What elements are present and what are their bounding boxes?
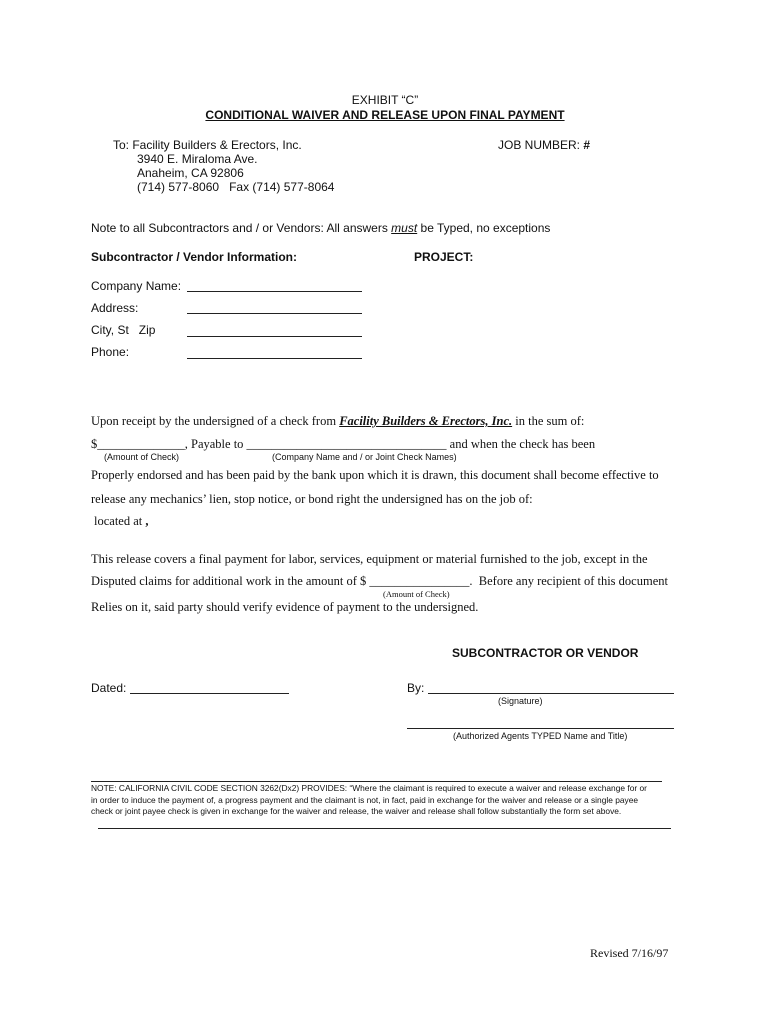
footnote-line-3: check or joint payee check is given in exchange for the waiver and release, the waiver and release shall follow substantially the form set above. (91, 806, 622, 816)
footnote-divider-bottom (98, 828, 671, 829)
relies-line: Relies on it, said party should verify evidence of payment to the undersigned. (91, 600, 479, 614)
signature-field[interactable] (428, 693, 674, 694)
release-line: release any mechanics’ lien, stop notice, or bond right the undersigned has on the job of: (91, 492, 533, 506)
revised-date: Revised 7/16/97 (590, 946, 669, 960)
address-field[interactable] (187, 313, 362, 314)
note-text-before: Note to all Subcontractors and / or Vendors: All answers (91, 221, 392, 235)
footnote-line-2: in order to induce the payment of, a progress payment and the claimant is not, in fact, paid in exchange for the waiver and release or a single payee (91, 795, 639, 805)
dated-field[interactable] (130, 693, 289, 694)
payee-caption: (Company Name and / or Joint Check Names) (272, 452, 457, 462)
city-st-zip-field[interactable] (187, 336, 362, 337)
to-phone-fax: (714) 577-8060 Fax (714) 577-8064 (137, 180, 335, 194)
receipt-text-after: in the sum of: (512, 414, 585, 428)
amount-of-check-caption: (Amount of Check) (104, 452, 180, 462)
signature-caption: (Signature) (498, 696, 543, 706)
exhibit-label: EXHIBIT “C” (351, 93, 419, 107)
disputed-amount-caption: (Amount of Check) (383, 589, 450, 599)
to-line: To: Facility Builders & Erectors, Inc. (113, 138, 302, 152)
note-text-after: be Typed, no exceptions (417, 221, 551, 235)
located-at-value[interactable]: , (145, 514, 149, 528)
footnote-divider-top (91, 781, 662, 782)
by-label: By: (407, 681, 425, 695)
job-number (498, 138, 590, 152)
note-emphasis: must (391, 221, 418, 235)
subcontractor-info-heading: Subcontractor / Vendor Information: (91, 250, 298, 264)
to-street: 3940 E. Miraloma Ave. (137, 152, 258, 166)
city-st-zip-label: City, St Zip (91, 323, 156, 337)
endorsed-line: Properly endorsed and has been paid by the bank upon which it is drawn, this document shall become effective to (91, 468, 659, 482)
typed-note (91, 221, 550, 235)
amount-payable-line[interactable]: $______________, Payable to ________________________________ and when the check has been (91, 437, 596, 451)
company-name-field[interactable] (187, 291, 362, 292)
authorized-agent-caption: (Authorized Agents TYPED Name and Title) (453, 731, 628, 741)
covers-line: This release covers a final payment for labor, services, equipment or material furnished to the job, except in the (91, 552, 648, 566)
job-number-label: JOB NUMBER: (498, 138, 581, 152)
form-title: CONDITIONAL WAIVER AND RELEASE UPON FINAL PAYMENT (205, 108, 565, 122)
address-label: Address: (91, 301, 139, 315)
dated-label: Dated: (91, 681, 127, 695)
authorized-agent-field[interactable] (407, 728, 674, 729)
subcontractor-vendor-heading: SUBCONTRACTOR OR VENDOR (452, 646, 639, 660)
company-name-label: Company Name: (91, 279, 182, 293)
receipt-line (91, 414, 584, 429)
phone-field[interactable] (187, 358, 362, 359)
phone-label: Phone: (91, 345, 130, 359)
to-city: Anaheim, CA 92806 (137, 166, 244, 180)
company-name-emphasis: Facility Builders & Erectors, Inc. (339, 414, 513, 428)
job-number-value[interactable]: # (583, 138, 591, 152)
located-at-line (94, 514, 149, 529)
project-heading: PROJECT: (414, 250, 474, 264)
disputed-line[interactable]: Disputed claims for additional work in the amount of $ ________________. Before any recipient of this document (91, 574, 668, 588)
receipt-text-before: Upon receipt by the undersigned of a check from (91, 414, 340, 428)
located-at-label: located at (94, 514, 143, 528)
footnote-line-1: NOTE: CALIFORNIA CIVIL CODE SECTION 3262(Dx2) PROVIDES: “Where the claimant is required to execute a waiver and release exchange for or (91, 783, 647, 793)
